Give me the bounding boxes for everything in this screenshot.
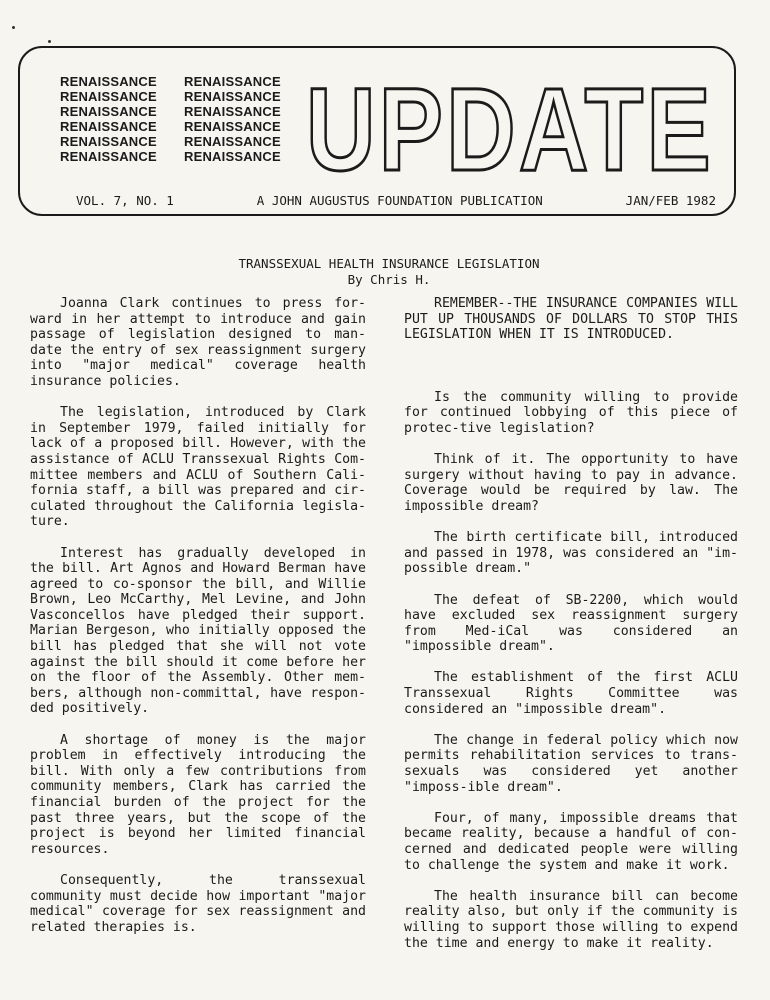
paragraph: The defeat of SB-2200, which would have excluded sex reassignment surgery from Med-iCal was considered an "impossible dream". <box>404 592 738 655</box>
right-column <box>404 296 738 967</box>
renaissance-word: RENAISSANCE <box>60 119 157 134</box>
renaissance-word: RENAISSANCE <box>60 104 157 119</box>
renaissance-word: RENAISSANCE <box>60 89 157 104</box>
renaissance-word: RENAISSANCE <box>184 89 281 104</box>
issue-date: JAN/FEB 1982 <box>625 193 716 208</box>
paragraph: Interest has gradually developed in the bill. Art Agnos and Howard Berman have agreed to co-sponsor the bill, and Willie Brown, Leo McCarthy, Mel Levine, and John Vasconcellos have pledged their support. Marian Bergeson, who initially opposed the bill has pledged that she will not vote against the bill should it come before her on the floor of the Assembly. Other mem-bers, although non-committal, have respon-ded positively. <box>30 545 366 717</box>
renaissance-word: RENAISSANCE <box>60 74 157 89</box>
renaissance-word: RENAISSANCE <box>184 74 281 89</box>
renaissance-word: RENAISSANCE <box>184 134 281 149</box>
renaissance-word: RENAISSANCE <box>60 134 157 149</box>
paragraph: Consequently, the transsexual community must decide how important "major medical" coverage for sex reassignment and related therapies is. <box>30 872 366 935</box>
renaissance-word: RENAISSANCE <box>184 119 281 134</box>
masthead-footer <box>76 193 716 208</box>
article-title: TRANSSEXUAL HEALTH INSURANCE LEGISLATION <box>238 256 540 271</box>
article-header <box>0 256 770 288</box>
paragraph: Is the community willing to provide for continued lobbying of this piece of protec-tive legislation? <box>404 389 738 436</box>
update-title <box>302 62 722 196</box>
left-column <box>30 296 366 951</box>
renaissance-word: RENAISSANCE <box>184 104 281 119</box>
renaissance-word: RENAISSANCE <box>60 149 157 164</box>
paragraph: Joanna Clark continues to press for-ward in her attempt to introduce and gain passage of legislation designed to man-date the entry of sex reassignment surgery into "major medical" coverage health insurance policies. <box>30 296 366 389</box>
article-byline: By Chris H. <box>347 272 431 287</box>
paragraph: Think of it. The opportunity to have surgery without having to pay in advance. Coverage would be required by law. The impossible dream? <box>404 452 738 514</box>
paragraph: A shortage of money is the major problem in effectively introducing the bill. With only a few contributions from community members, Clark has carried the financial burden of the project for the past three years, but the scope of the project is beyond her limited financial resources. <box>30 732 366 857</box>
print-speck <box>12 26 15 29</box>
volume-number: VOL. 7, NO. 1 <box>76 193 174 208</box>
renaissance-word-block <box>60 74 300 164</box>
renaissance-word: RENAISSANCE <box>184 149 281 164</box>
paragraph: The establishment of the first ACLU Transsexual Rights Committee was considered an "impossible dream". <box>404 670 738 717</box>
paragraph: The birth certificate bill, introduced and passed in 1978, was considered an "im-possible dream." <box>404 530 738 577</box>
paragraph: The legislation, introduced by Clark in September 1979, failed initially for lack of a proposed bill. However, with the assistance of ACLU Transsexual Rights Com-mittee members and ACLU of Southern Cali-fornia staff, a bill was prepared and cir-culated throughout the California legisla-ture. <box>30 405 366 530</box>
paragraph: The change in federal policy which now permits rehabilitation services to trans-sexuals was considered yet another "imposs-ible dream". <box>404 732 738 795</box>
paragraph: Four, of many, impossible dreams that became reality, because a handful of con-cerned and dedicated people were willing to challenge the system and make it work. <box>404 810 738 873</box>
paragraph: The health insurance bill can become reality also, but only if the community is willing to support those willing to expend the time and energy to make it reality. <box>404 888 738 951</box>
publisher-line: A JOHN AUGUSTUS FOUNDATION PUBLICATION <box>256 193 543 208</box>
warning-paragraph: REMEMBER--THE INSURANCE COMPANIES WILL PUT UP THOUSANDS OF DOLLARS TO STOP THIS LEGISLATION WHEN IT IS INTRODUCED. <box>404 296 738 343</box>
print-speck <box>48 40 51 43</box>
masthead <box>18 46 736 216</box>
update-title-text: UPDATE <box>306 64 714 196</box>
